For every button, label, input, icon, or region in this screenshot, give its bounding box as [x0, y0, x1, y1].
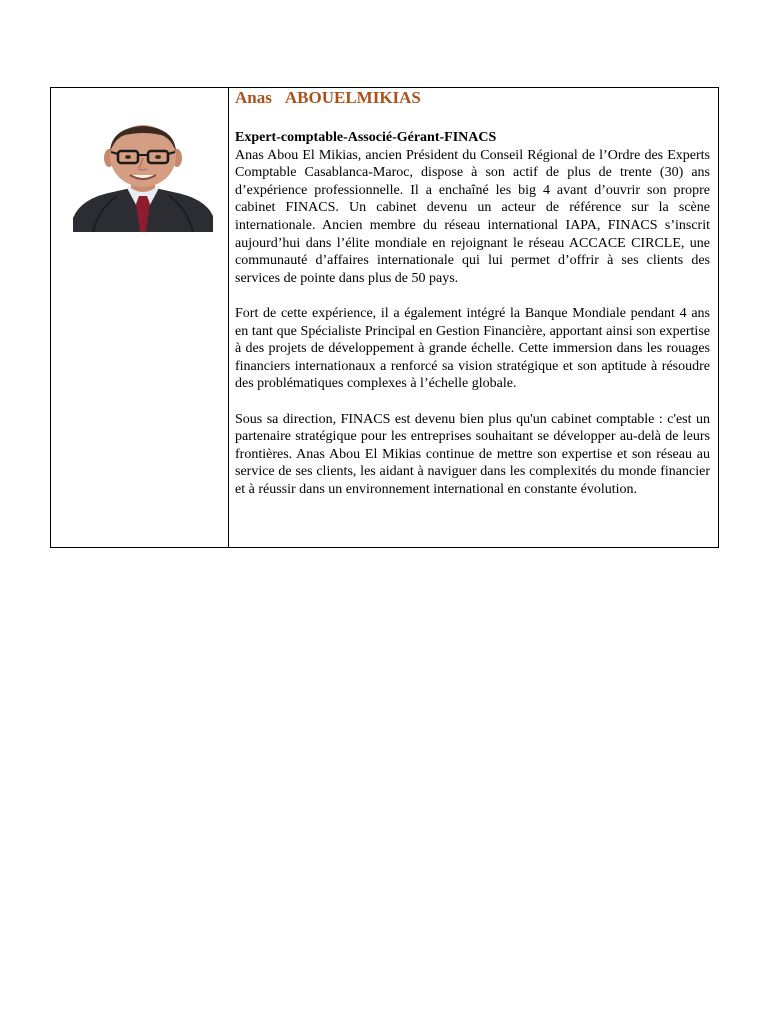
- bio-paragraph-2: Fort de cette expérience, il a également intégré la Banque Mondiale pendant 4 ans en tant que Spécialiste Principal en Gestion Financière, apportant ainsi son expertise à des projets de développement à grande échelle. Cette immersion dans les rouages financiers internationaux a renforcé sa vision stratégique et son aptitude à résoudre des problématiques complexes à l’échelle globale.: [235, 305, 710, 392]
- last-name: ABOUELMIKIAS: [284, 88, 421, 107]
- bio-text-cell: [229, 88, 718, 547]
- first-name: Anas: [235, 88, 272, 107]
- person-name: [235, 88, 710, 110]
- bio-paragraph-1: Anas Abou El Mikias, ancien Président du Conseil Régional de l’Ordre des Experts Comptable Casablanca-Maroc, dispose à son actif de plus de trente (30) ans d’expérience professionnelle. Il a enchaîné les big 4 avant d’ouvrir son propre cabinet FINACS. Un cabinet devenu un acteur de référence sur la scène internationale. Ancien membre du réseau international IAPA, FINACS s’inscrit aujourd’hui dans l’élite mondiale en rejoignant le réseau ACCACE CIRCLE, une communauté d’affaires internationale qui lui permet d’offrir à ses clients des services de pointe dans plus de 50 pays.: [235, 147, 710, 286]
- portrait-photo: [73, 122, 213, 232]
- bio-table: [50, 87, 719, 548]
- portrait-illustration: [73, 122, 213, 232]
- bio-paragraph-3: Sous sa direction, FINACS est devenu bien plus qu'un cabinet comptable : c'est un partenaire stratégique pour les entreprises souhaitant se développer au-delà de leurs frontières. Anas Abou El Mikias continue de mettre son expertise et son réseau au service de ses clients, les aidant à naviguer dans les complexités du monde financier et à réussir dans un environnement international en constante évolution.: [235, 411, 710, 497]
- photo-cell: [51, 88, 229, 547]
- job-title: Expert-comptable-Associé-Gérant-FINACS: [235, 130, 497, 145]
